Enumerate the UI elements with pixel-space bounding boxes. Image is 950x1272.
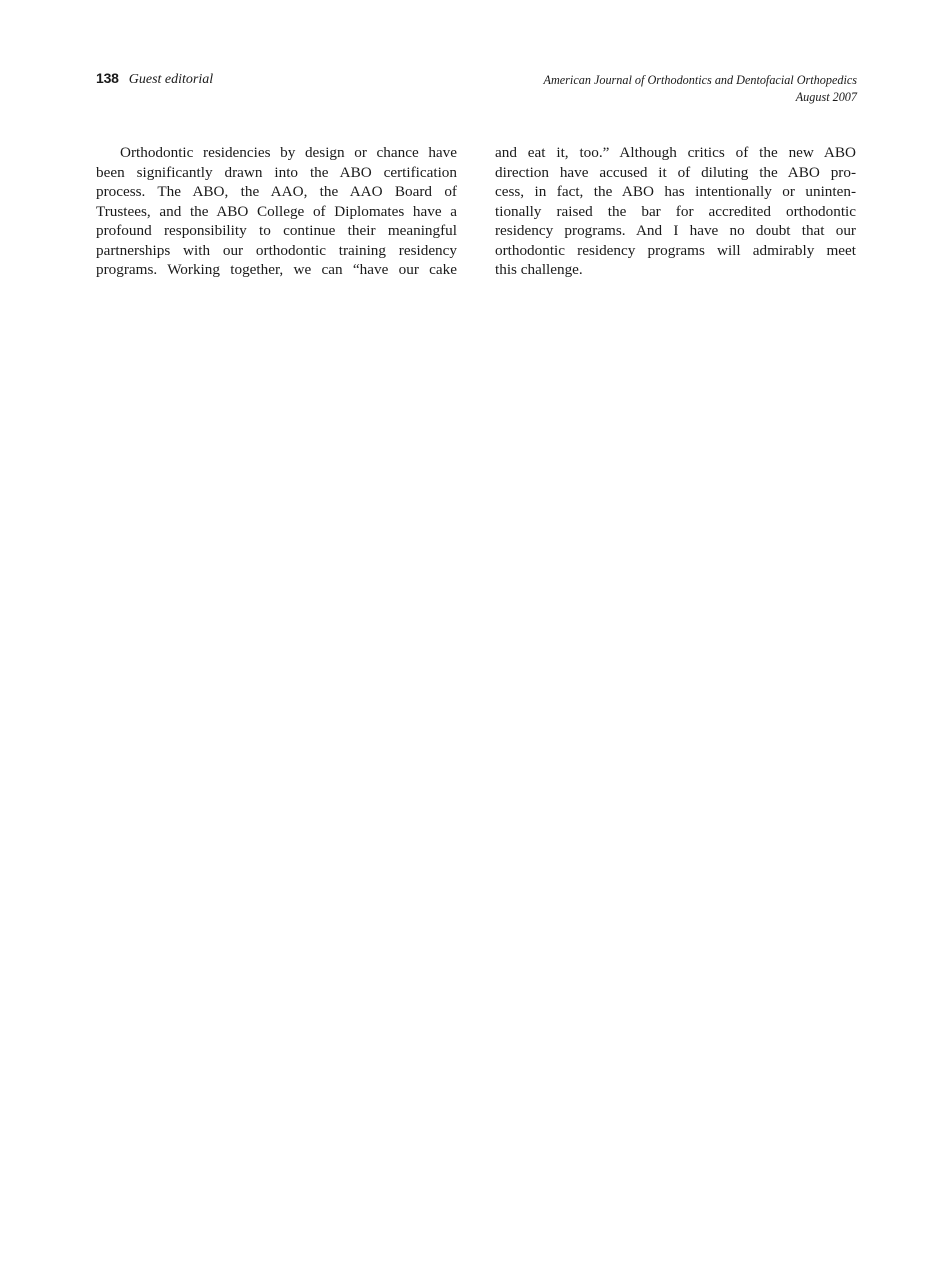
text-line: this challenge. [495,261,583,278]
text-line: Trustees, and the ABO College of Diplomates have a [96,202,457,220]
article-body [96,143,857,303]
text-line: orthodontic residency programs will admirably meet [495,241,856,259]
text-line: residency programs. And I have no doubt that our [495,222,856,239]
header-left [96,70,213,88]
text-line: partnerships with our orthodontic training residency [96,241,457,259]
journal-title: American Journal of Orthodontics and Dentofacial Orthopedics [543,73,857,87]
text-line: and eat it, too.” Although critics of the new ABO [495,144,856,161]
right-column [495,143,856,280]
text-line: tionally raised the bar for accredited orthodontic [495,202,856,220]
text-line: process. The ABO, the AAO, the AAO Board of [96,183,457,200]
text-line: profound responsibility to continue their meaningful [96,222,457,239]
text-line: Orthodontic residencies by design or chance have [120,144,457,161]
issue-date: August 2007 [795,90,857,104]
page-number: 138 [96,70,119,86]
running-header [96,70,857,110]
header-right [544,72,857,106]
text-line: cess, in fact, the ABO has intentionally or uninten- [495,183,856,200]
section-name: Guest editorial [128,72,214,87]
left-column [96,143,457,280]
text-line: been significantly drawn into the ABO certification [96,163,457,181]
text-line: direction have accused it of diluting the ABO pro- [495,163,856,181]
text-line: programs. Working together, we can “have our cake [96,261,457,278]
